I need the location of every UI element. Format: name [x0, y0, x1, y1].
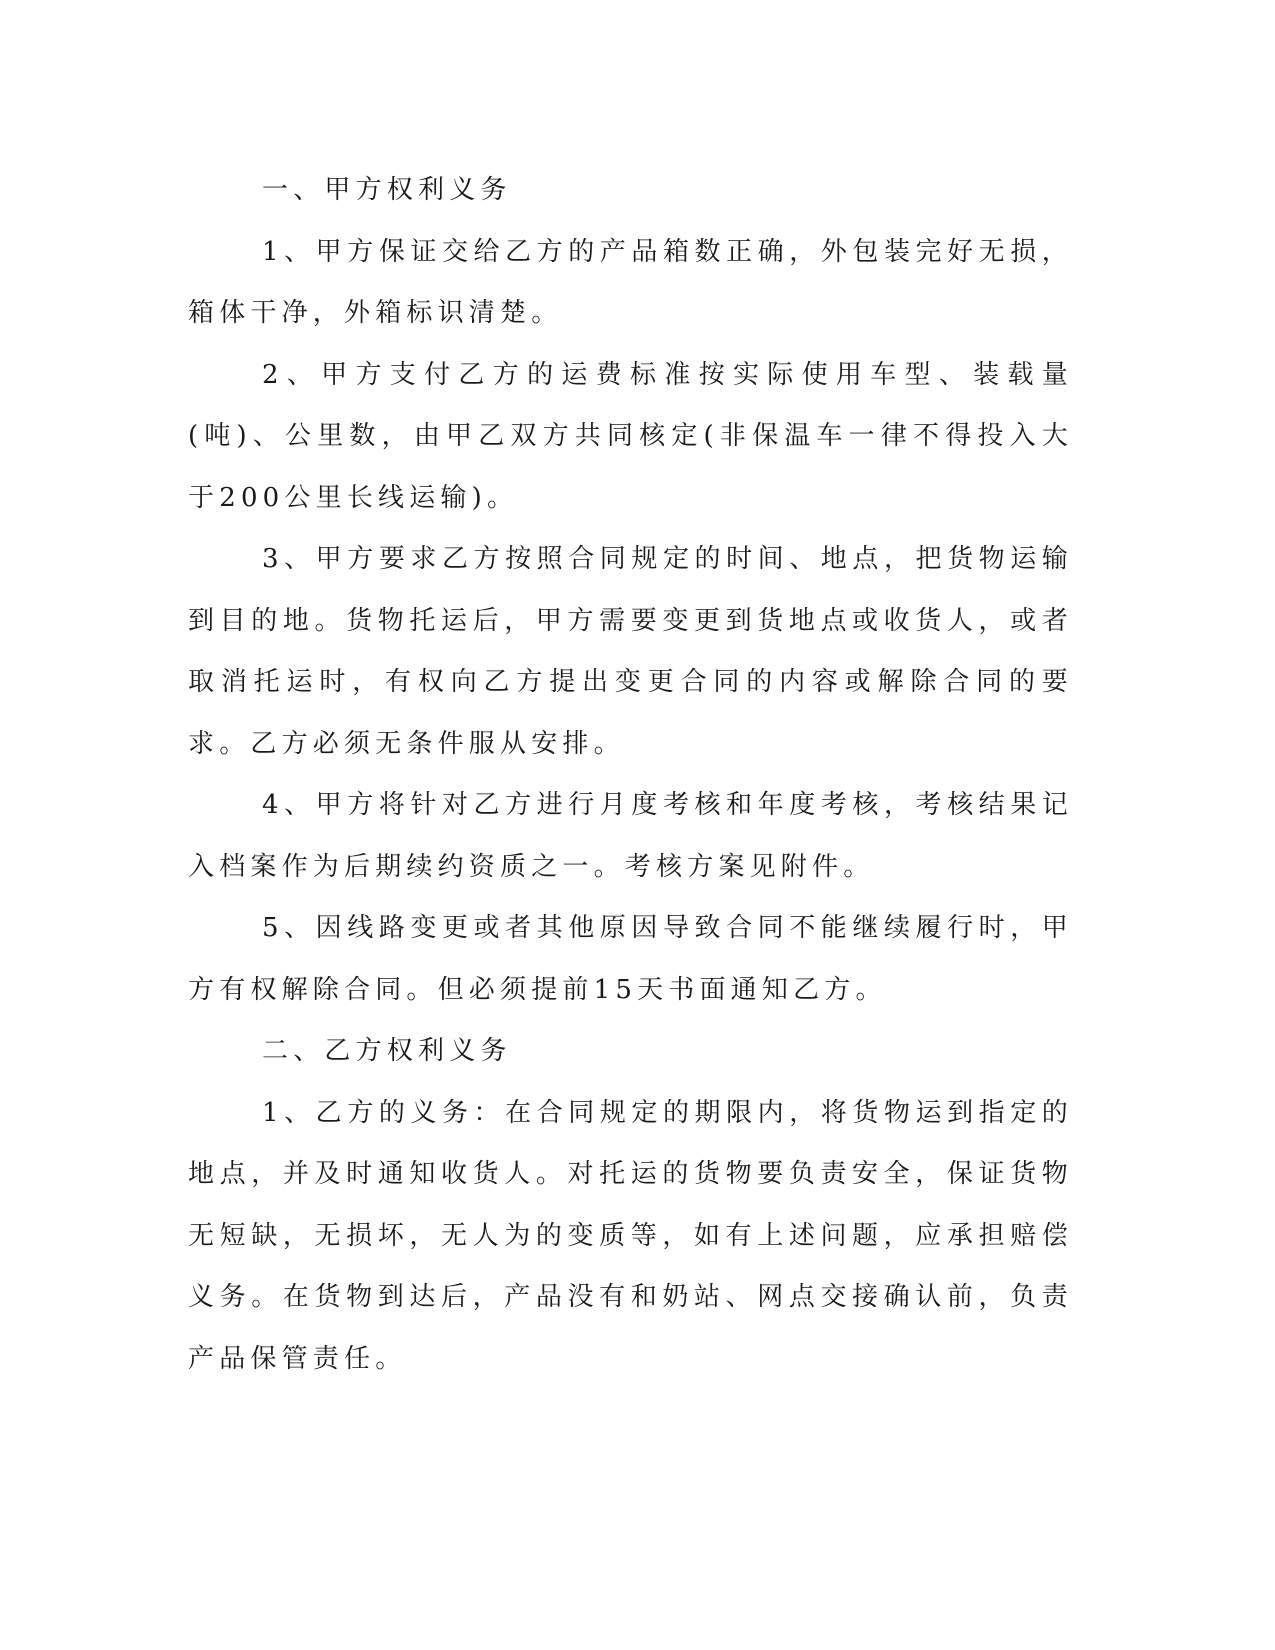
clause-b-1: 1、乙方的义务：在合同规定的期限内，将货物运到指定的地点，并及时通知收货人。对托运的货物要负责安全，保证货物无短缺，无损坏，无人为的变质等，如有上述问题，应承担赔偿义务。在货物到达后，产品没有和奶站、网点交接确认前，负责产品保管责任。 — [188, 1097, 1073, 1374]
clause-a-2: 2、甲方支付乙方的运费标准按实际使用车型、装载量(吨)、公里数，由甲乙双方共同核定(非保温车一律不得投入大于200公里长线运输)。 — [188, 359, 1073, 513]
clause-a-3: 3、甲方要求乙方按照合同规定的时间、地点，把货物运输到目的地。货物托运后，甲方需要变更到货地点或收货人，或者取消托运时，有权向乙方提出变更合同的内容或解除合同的要求。乙方必须无条件服从安排。 — [188, 544, 1073, 759]
clause-a-5: 5、因线路变更或者其他原因导致合同不能继续履行时，甲方有权解除合同。但必须提前15天书面通知乙方。 — [188, 913, 1073, 1005]
section-heading-party-a: 一、甲方权利义务 — [262, 175, 512, 205]
section-heading-party-b: 二、乙方权利义务 — [262, 1036, 512, 1066]
clause-a-4: 4、甲方将针对乙方进行月度考核和年度考核，考核结果记入档案作为后期续约资质之一。考核方案见附件。 — [188, 790, 1073, 882]
clause-a-1: 1、甲方保证交给乙方的产品箱数正确，外包装完好无损，箱体干净，外箱标识清楚。 — [188, 236, 1073, 328]
document-body — [188, 160, 1073, 1390]
